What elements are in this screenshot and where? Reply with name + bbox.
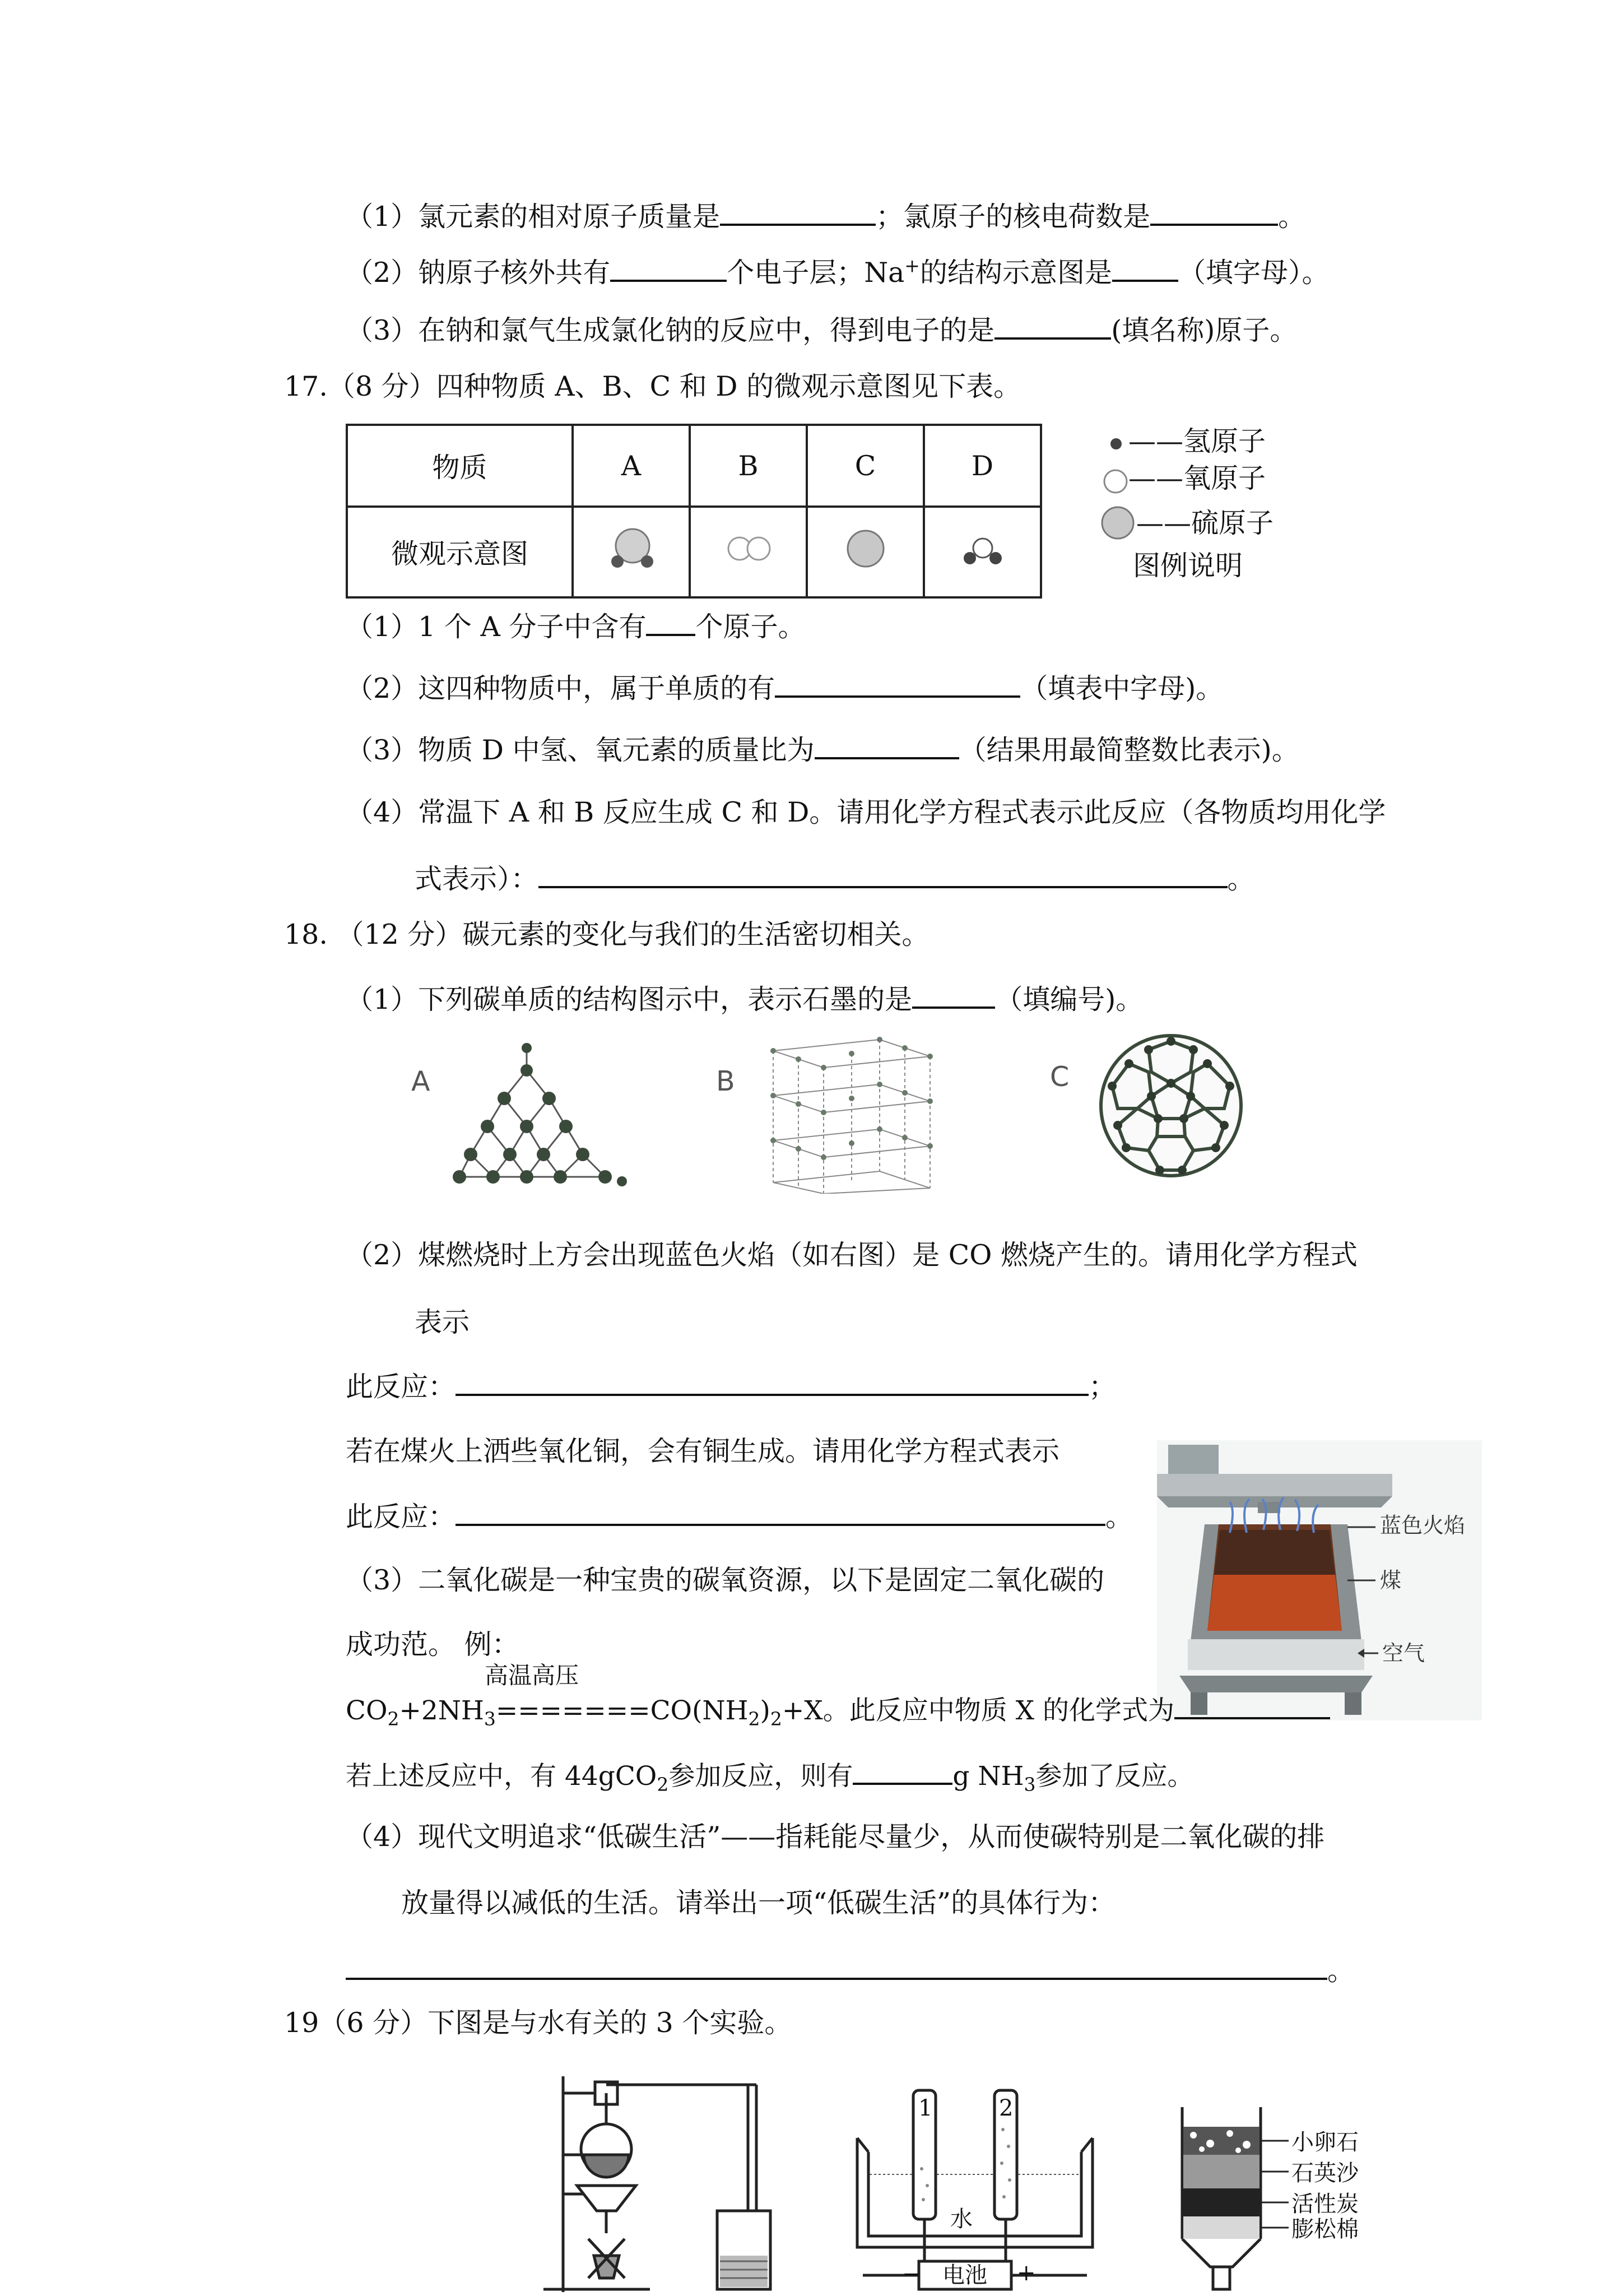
structure-label-a: A	[411, 1065, 430, 1097]
answer-blank[interactable]	[853, 1758, 952, 1785]
q18-part3-line4: 若上述反应中，有 44gCO$_2$参加反应，则有 g $NH_3$参加了反应。	[346, 1758, 1193, 1793]
answer-blank[interactable]	[815, 732, 959, 759]
answer-blank[interactable]	[538, 861, 1228, 888]
oxygen-atom-icon	[1102, 467, 1130, 495]
answer-blank[interactable]	[1150, 199, 1278, 226]
structure-label-b: B	[716, 1065, 735, 1097]
q18-part4: （4）现代文明追求“低碳生活”——指耗能尽量少，从而使碳特别是二氧化碳的排	[346, 1821, 1325, 1853]
q17-title: 17.（8 分）四种物质 A、B、C 和 D 的微观示意图见下表。	[284, 370, 1021, 402]
legend: ——氢原子 ——氧原子 ——硫原子 图例说明	[1099, 425, 1301, 593]
sulfur-atom-icon	[1099, 504, 1136, 541]
q18-part2-line3: 此反应： ；	[346, 1369, 1116, 1404]
answer-blank[interactable]	[720, 199, 876, 226]
q18-part2: （2）煤燃烧时上方会出现蓝色火焰（如右图）是 CO 燃烧产生的。请用化学方程式	[346, 1239, 1358, 1271]
structure-label-c: C	[1050, 1061, 1070, 1093]
q17-part4-line2: 式表示）： 。	[415, 861, 1255, 896]
q17-part2: （2）这四种物质中，属于单质的有 （填表中字母)。	[346, 671, 1223, 706]
filter-label-pebbles: 小卵石	[1291, 2130, 1359, 2155]
table-header-d: D	[924, 425, 1041, 507]
battery-minus: −	[902, 2261, 921, 2287]
molecule-d-h2o	[924, 507, 1041, 597]
q18-part3-line2: 成功范。 例：	[346, 1629, 519, 1660]
battery-label: 电池	[942, 2262, 987, 2288]
answer-blank[interactable]	[1112, 255, 1178, 282]
water-label: 水	[950, 2206, 973, 2232]
legend-caption: 图例说明	[1133, 550, 1243, 582]
q16-part1: （1）氯元素的相对原子质量是 ；氯原子的核电荷数是 。	[346, 199, 1305, 234]
answer-blank[interactable]	[456, 1369, 1089, 1396]
q18-part2-line4: 若在煤火上洒些氧化铜，会有铜生成。请用化学方程式表示	[346, 1435, 1060, 1467]
row-label-micro: 微观示意图	[347, 507, 573, 597]
battery-plus: +	[1017, 2260, 1036, 2286]
stove-label-coal: 煤	[1380, 1568, 1402, 1593]
stove-label-air: 空气	[1382, 1641, 1425, 1666]
diamond-structure-figure	[437, 1037, 633, 1194]
electrolysis-apparatus-figure	[852, 2085, 1098, 2292]
answer-blank[interactable]	[1174, 1692, 1330, 1719]
q18-part4-line3: 。	[346, 1953, 1355, 1988]
q18-part4-line2: 放量得以减低的生活。请举出一项“低碳生活”的具体行为：	[401, 1887, 1116, 1919]
q17-part1: （1）1 个 A 分子中含有 个原子。	[346, 609, 805, 644]
q16-part3: （3）在钠和氯气生成氯化钠的反应中，得到电子的是 (填名称)原子。	[346, 313, 1297, 347]
filter-label-carbon: 活性炭	[1291, 2191, 1359, 2217]
molecule-a-h2s	[573, 507, 690, 597]
hydrogen-atom-icon	[1105, 433, 1127, 455]
water-filter-figure	[1177, 2104, 1389, 2294]
answer-blank[interactable]	[610, 255, 727, 282]
reaction-condition: 高温高压	[485, 1662, 579, 1689]
answer-blank[interactable]	[912, 982, 995, 1009]
distillation-apparatus-figure	[532, 2071, 779, 2294]
table-header-a: A	[573, 425, 690, 507]
table-header-substance: 物质	[347, 425, 573, 507]
molecule-b-o2	[690, 507, 807, 597]
c60-structure-figure	[1095, 1030, 1247, 1181]
coal-stove-figure	[1157, 1440, 1482, 1720]
answer-blank[interactable]	[346, 1953, 1327, 1980]
q17-part4: （4）常温下 A 和 B 反应生成 C 和 D。请用化学方程式表示此反应（各物质均用化学	[346, 796, 1386, 828]
tube-label-1: 1	[918, 2095, 933, 2121]
answer-blank[interactable]	[775, 671, 1020, 698]
answer-blank[interactable]	[456, 1499, 1105, 1526]
stove-label-flame: 蓝色火焰	[1380, 1513, 1466, 1538]
q18-part2-line5: 此反应： 。	[346, 1499, 1133, 1534]
table-header-c: C	[807, 425, 924, 507]
q18-equation: $CO_2+2NH_3=======CO(NH_2)_2+X$。此反应中物质 X 的化学式为	[346, 1692, 1330, 1728]
q18-part1: （1）下列碳单质的结构图示中，表示石墨的是 （填编号)。	[346, 982, 1143, 1017]
molecule-c-s	[807, 507, 924, 597]
filter-label-cotton: 膨松棉	[1291, 2216, 1359, 2242]
q18-title: 18. （12 分）碳元素的变化与我们的生活密切相关。	[284, 919, 929, 950]
q17-part3: （3）物质 D 中氢、氧元素的质量比为 （结果用最简整数比表示)。	[346, 732, 1299, 767]
tube-label-2: 2	[999, 2095, 1014, 2121]
graphite-structure-figure	[768, 1034, 936, 1194]
q18-part2-line2: 表示	[415, 1306, 470, 1338]
answer-blank[interactable]	[646, 609, 695, 636]
q19-title: 19（6 分）下图是与水有关的 3 个实验。	[284, 2007, 792, 2039]
substance-table	[346, 424, 1042, 599]
filter-label-sand: 石英沙	[1291, 2160, 1359, 2186]
q16-part2: （2）钠原子核外共有 个电子层；Na+的结构示意图是 （填字母）。	[346, 254, 1330, 289]
q18-part3: （3）二氧化碳是一种宝贵的碳氧资源，以下是固定二氧化碳的	[346, 1564, 1105, 1596]
answer-blank[interactable]	[994, 313, 1111, 340]
table-header-b: B	[690, 425, 807, 507]
